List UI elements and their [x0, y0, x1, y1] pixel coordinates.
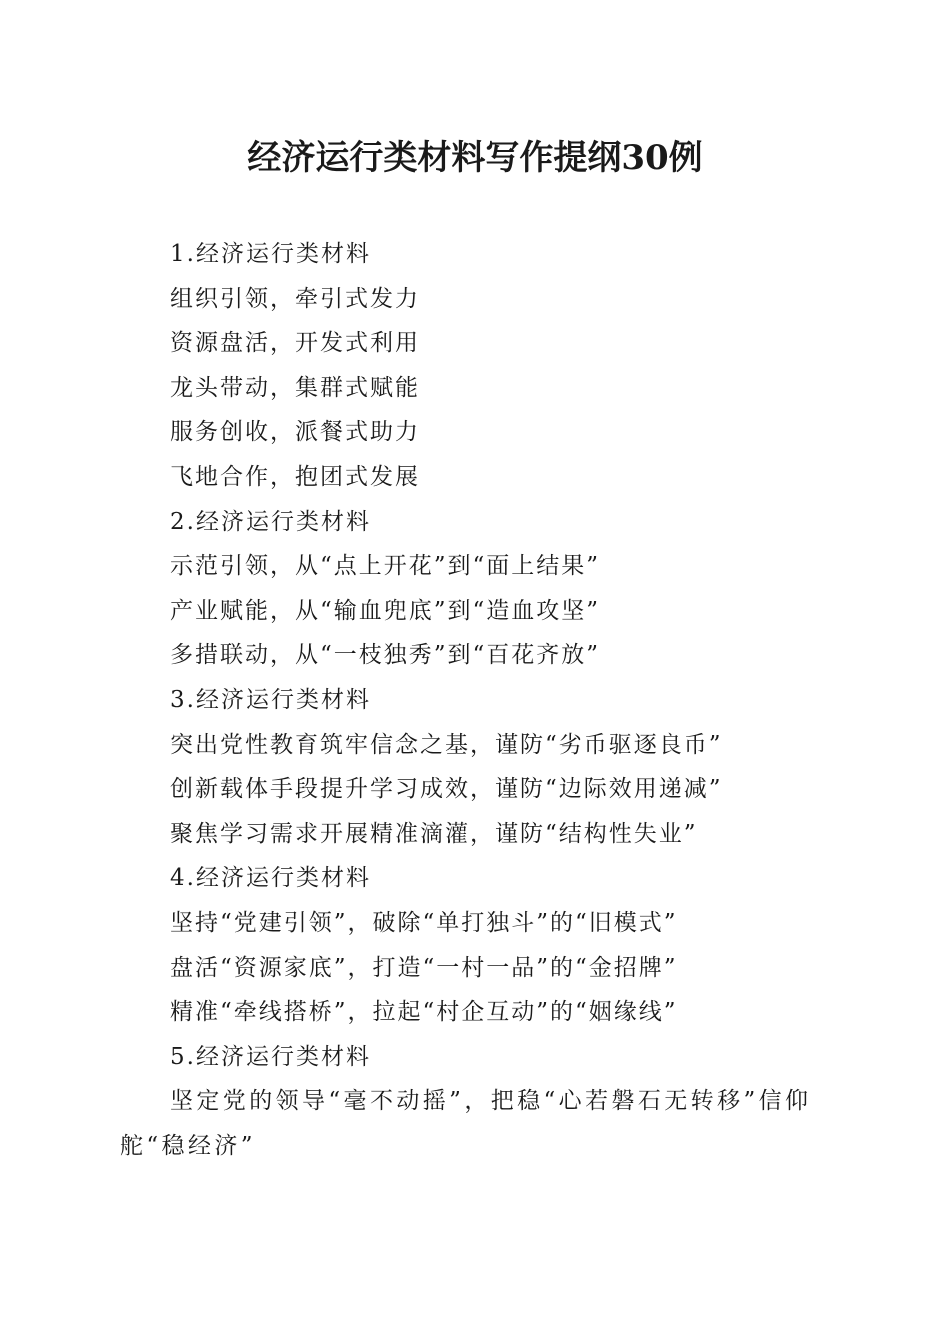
- body-line: 突出党性教育筑牢信念之基，谨防“劣币驱逐良币”: [170, 731, 723, 758]
- body-line: 创新载体手段提升学习成效，谨防“边际效用递减”: [170, 776, 723, 803]
- body-line: 飞地合作，抱团式发展: [170, 463, 420, 490]
- body-line: 组织引领，牵引式发力: [170, 285, 420, 312]
- body-line: 资源盘活，开发式利用: [170, 330, 420, 357]
- body-line: 盘活“资源家底”，打造“一村一品”的“金招牌”: [170, 954, 678, 981]
- body-line: 龙头带动，集群式赋能: [170, 374, 420, 401]
- body-paragraph: 坚定党的领导“毫不动摇”，把稳“心若磐石无转移”信仰舵“稳经济”: [120, 1088, 812, 1159]
- document-body: [120, 232, 830, 1168]
- body-line: 产业赋能，从“输血兜底”到“造血攻坚”: [170, 597, 601, 624]
- body-line: 示范引领，从“点上开花”到“面上结果”: [170, 553, 601, 580]
- body-line: 精准“牵线搭桥”，拉起“村企互动”的“姻缘线”: [170, 999, 678, 1026]
- body-line: 多措联动，从“一枝独秀”到“百花齐放”: [170, 642, 601, 669]
- section-heading-3: 3.经济运行类材料: [170, 686, 371, 713]
- section-heading-5: 5.经济运行类材料: [170, 1043, 371, 1070]
- section-heading-2: 2.经济运行类材料: [170, 508, 371, 535]
- body-line: 坚持“党建引领”，破除“单打独斗”的“旧模式”: [170, 909, 678, 936]
- document-title: 经济运行类材料写作提纲30例: [247, 138, 703, 178]
- body-line: 服务创收，派餐式助力: [170, 419, 420, 446]
- body-line: 聚焦学习需求开展精准滴灌，谨防“结构性失业”: [170, 820, 698, 847]
- section-heading-1: 1.经济运行类材料: [170, 241, 371, 267]
- section-heading-4: 4.经济运行类材料: [170, 865, 371, 892]
